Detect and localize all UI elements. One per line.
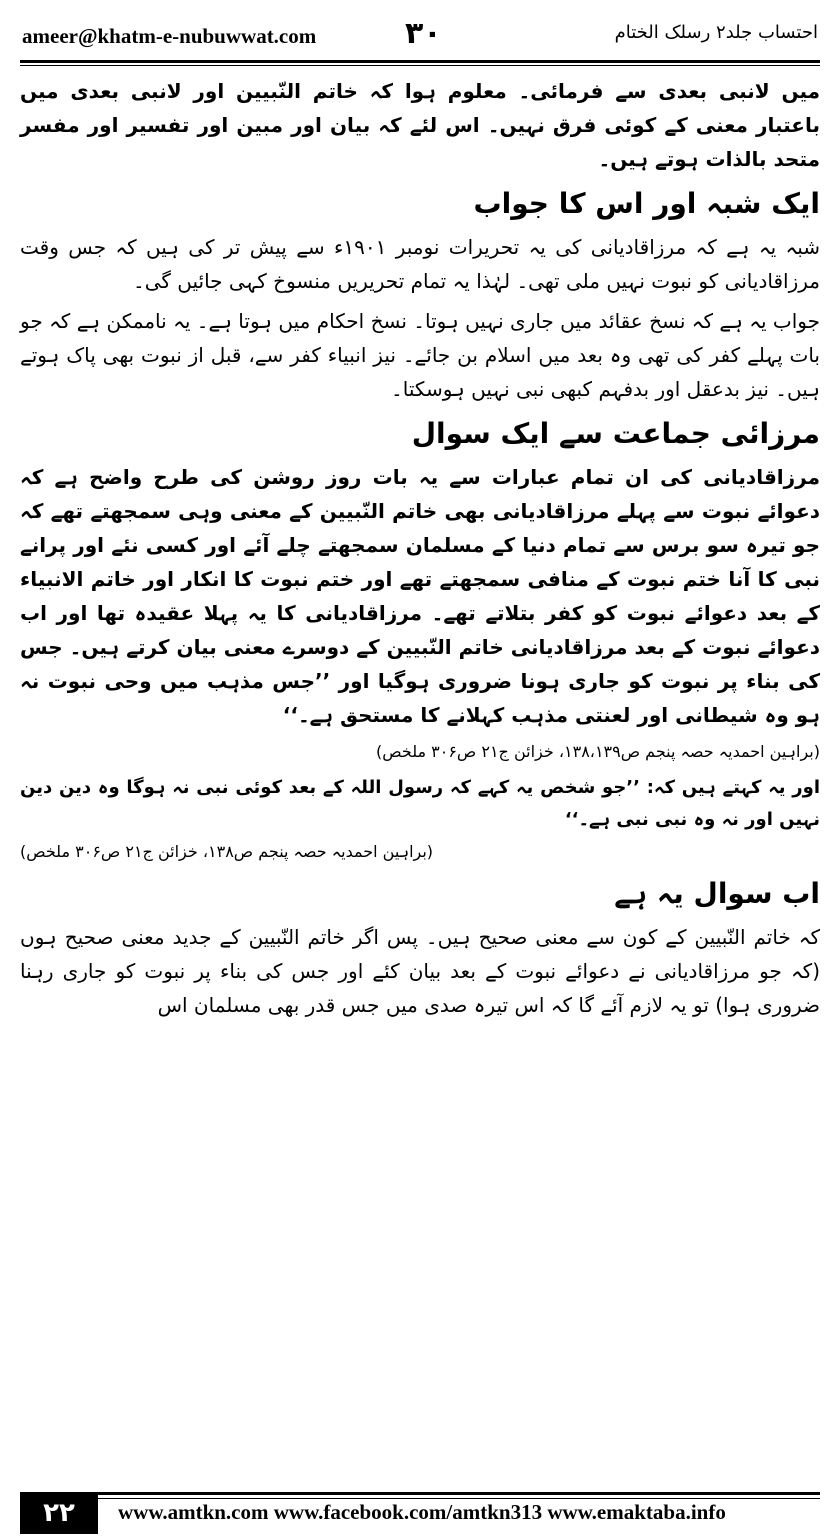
header-page-number: ۳۰ (405, 16, 442, 51)
heading-doubt-and-answer: ایک شبہ اور اس کا جواب (473, 187, 820, 220)
quote-block (20, 772, 820, 836)
header-email: ameer@khatm-e-nubuwwat.com (22, 24, 317, 48)
page-header (0, 0, 840, 68)
footer-rule-thin (98, 1498, 820, 1499)
heading-now-question: اب سوال یہ ہے (614, 877, 820, 910)
paragraph-intro: میں لانبی بعدی سے فرمائی۔ معلوم ہوا کہ خاتم النّبیین اور لانبی بعدی میں باعتبار معنی کے کوئی فرق نہیں۔ اس لئے کہ بیان اور مبین اور تفسیر اور مفسر متحد بالذات ہوتے ہیں۔ (20, 79, 820, 171)
reference-1: (براہین احمدیہ حصہ پنجم ص۱۳۸،۱۳۹، خزائن ج۲۱ ص۳۰۶ ملخص) (376, 742, 820, 761)
page-footer (0, 1488, 840, 1540)
header-rule-thick (20, 60, 820, 63)
paragraph-answer: جواب یہ ہے کہ نسخ عقائد میں جاری نہیں ہوتا۔ نسخ احکام میں ہوتا ہے۔ یہ ناممکن ہے کہ جو بات پہلے کفر کی تھی وہ بعد میں اسلام بن جائے۔ نیز انبیاء کفر سے، قبل از نبوت بھی پاک ہوتے ہیں۔ نیز بدعقل اور بدفہم کبھی نبی نہیں ہوسکتا۔ (20, 309, 820, 401)
footer-urls: www.amtkn.com www.facebook.com/amtkn313 www.emaktaba.info (118, 1500, 726, 1524)
reference-2: (براہین احمدیہ حصہ پنجم ص۱۳۸، خزائن ج۲۱ ص۳۰۶ ملخص) (20, 842, 434, 861)
paragraph-doubt: شبہ یہ ہے کہ مرزاقادیانی کی یہ تحریرات نومبر ۱۹۰۱ء سے پیش تر کی ہیں کہ جس وقت مرزاقادیانی کو نبوت نہیں ملی تھی۔ لہٰذا یہ تمام تحریریں منسوخ کہی جائیں گی۔ (20, 235, 820, 293)
header-running-title: احتساب جلد۲ رسلک الختام (614, 22, 818, 43)
paragraph-quote: اور یہ کہتے ہیں کہ: ’’جو شخص یہ کہے کہ رسول اللہ کے بعد کوئی نبی نہ ہوگا وہ دین دین نہیں اور نہ وہ نبی نبی ہے۔‘‘ (20, 777, 820, 830)
paragraph-final: کہ خاتم النّبیین کے کون سے معنی صحیح ہیں۔ پس اگر خاتم النّبیین کے جدید معنی صحیح ہوں (کہ جو مرزاقادیانی نے دعوائے نبوت کے بعد بیان کئے اور جس کی بناء پر نبوت کو جاری رہنا ضروری ہوا) تو یہ لازم آئے گا کہ اس تیرہ صدی میں جس قدر بھی مسلمان اس (20, 925, 820, 1017)
header-rule-thin (20, 65, 820, 66)
footer-rule-thick (98, 1492, 820, 1495)
heading-question-to-mirzai: مرزائی جماعت سے ایک سوال (411, 417, 820, 450)
footer-page-box: ۲۲ (20, 1492, 98, 1534)
paragraph-question: مرزاقادیانی کی ان تمام عبارات سے یہ بات روز روشن کی طرح واضح ہے کہ دعوائے نبوت سے پہلے مرزاقادیانی بھی خاتم النّبیین کے معنی وہی سمجھتے تھے کہ جو تیرہ سو برس سے تمام دنیا کے مسلمان سمجھتے چلے آئے اور کسی نئے اور پرانے نبی کا آنا ختم نبوت کے منافی سمجھتے تھے اور ختم نبوت کا انکار اور خاتم الانبیاء کے بعد دعوائے نبوت کو کفر بتلاتے تھے۔ مرزاقادیانی کا یہ پہلا عقیدہ تھا اور اب دعوائے نبوت کے بعد مرزاقادیانی خاتم النّبیین کے دوسرے معنی بیان کرتے ہیں۔ جس کی بناء پر نبوت کو جاری ہونا ضروری ہوگیا اور ’’جس مذہب میں وحی نبوت نہ ہو وہ شیطانی اور لعنتی مذہب کہلانے کا مستحق ہے۔‘‘ (20, 465, 820, 727)
page-body (20, 74, 820, 1028)
